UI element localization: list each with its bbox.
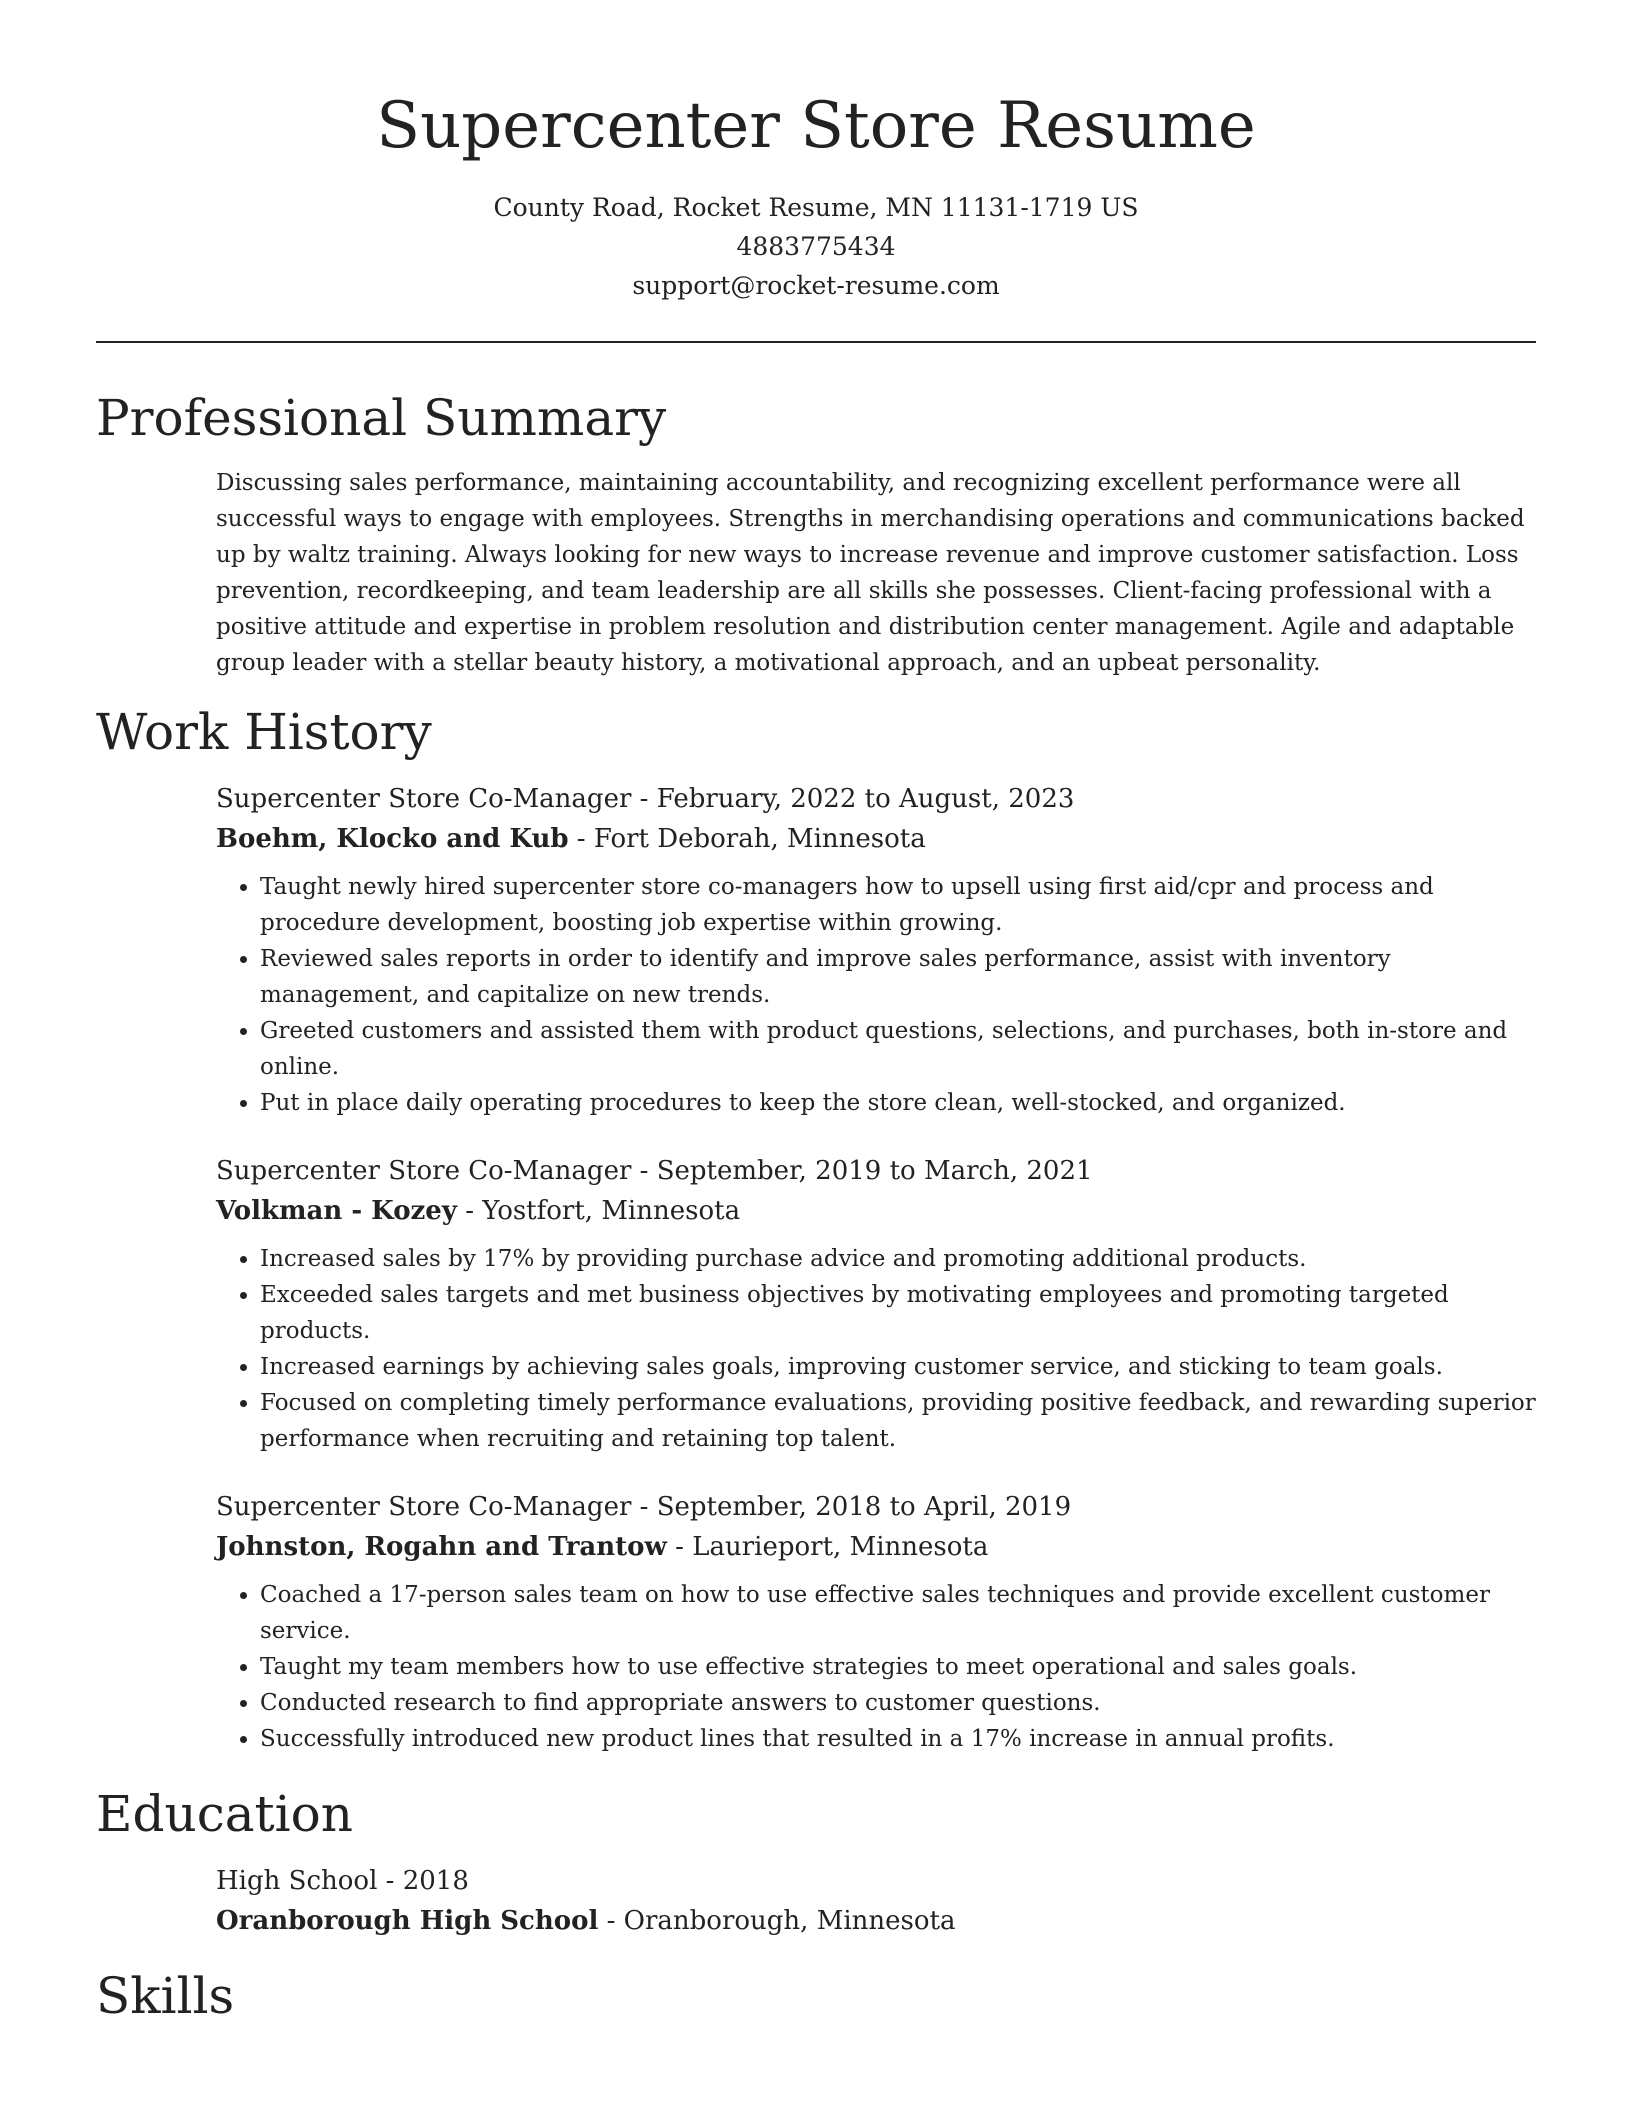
skills-heading: Skills [96,1967,235,2025]
job-duties [216,1241,1536,1457]
contact-address: County Road, Rocket Resume, MN 11131-1719 US [493,193,1139,222]
resume-page [96,0,1536,2029]
job-duties [216,869,1536,1121]
education-heading: Education [96,1785,353,1843]
contact-info [96,188,1536,305]
job-role: Supercenter Store Co-Manager [216,1492,632,1522]
duty-item: • Put in place daily operating procedures to keep the store clean, well-stocked, and organized. [260,1085,1536,1121]
job-entry [216,1151,1536,1457]
duty-item: • Reviewed sales reports in order to identify and improve sales performance, assist with inventory management, and capitalize on new trends. [260,941,1536,1013]
job-location: - Fort Deborah, Minnesota [568,824,926,854]
duty-item: • Increased earnings by achieving sales goals, improving customer service, and sticking to team goals. [260,1349,1536,1385]
job-company-line [216,1527,1536,1567]
work-history-section [96,699,1536,1757]
resume-title: Supercenter Store Resume [376,89,1256,163]
education-degree: High School [216,1866,378,1896]
duty-item: • Increased sales by 17% by providing purchase advice and promoting additional products. [260,1241,1536,1277]
education-school: Oranborough High School [216,1906,599,1936]
job-dates: - September, 2018 to April, 2019 [631,1492,1072,1522]
duty-item: • Greeted customers and assisted them with product questions, selections, and purchases, both in-store and online. [260,1013,1536,1085]
education-school-line [216,1901,1536,1941]
work-history-heading: Work History [96,703,432,761]
summary-text: Discussing sales performance, maintaining accountability, and recognizing excellent performance were all successful ways to engage with employees. Strengths in merchandising operations and communications backed up by waltz training. Always looking for new ways to increase revenue and improve customer satisfaction. Loss prevention, recordkeeping, and team leadership are all skills she possesses. Client-facing professional with a positive attitude and expertise in problem resolution and distribution center management. Agile and adaptable group leader with a stellar beauty history, a motivational approach, and an upbeat personality. [216,470,1525,676]
job-title-line [216,1487,1536,1527]
duty-item: • Coached a 17-person sales team on how to use effective sales techniques and provide excellent customer service. [260,1577,1536,1649]
job-title-line [216,779,1536,819]
summary-heading: Professional Summary [96,389,667,447]
education-location: - Oranborough, Minnesota [598,1906,956,1936]
job-role: Supercenter Store Co-Manager [216,784,632,814]
job-dates: - September, 2019 to March, 2021 [631,1156,1093,1186]
contact-phone: 4883775434 [736,232,896,261]
skills-section [96,1963,1536,2029]
education-degree-line [216,1861,1536,1901]
job-company-line [216,1191,1536,1231]
job-title-line [216,1151,1536,1191]
summary-section [96,385,1536,681]
education-section [96,1781,1536,1941]
job-role: Supercenter Store Co-Manager [216,1156,632,1186]
job-dates: - February, 2022 to August, 2023 [631,784,1075,814]
job-entry [216,779,1536,1121]
job-company-line [216,819,1536,859]
duty-item: • Taught my team members how to use effective strategies to meet operational and sales goals. [260,1649,1536,1685]
education-year: - 2018 [377,1866,469,1896]
job-duties [216,1577,1536,1757]
duty-item: • Successfully introduced new product lines that resulted in a 17% increase in annual profits. [260,1721,1536,1757]
header-divider [96,341,1536,343]
job-company: Volkman - Kozey [216,1196,457,1226]
resume-header [96,0,1536,305]
education-entry [216,1861,1536,1941]
duty-item: • Focused on completing timely performance evaluations, providing positive feedback, and rewarding superior performance when recruiting and retaining top talent. [260,1385,1536,1457]
duty-item: • Taught newly hired supercenter store co-managers how to upsell using first aid/cpr and process and procedure development, boosting job expertise within growing. [260,869,1536,941]
job-location: - Laurieport, Minnesota [666,1532,989,1562]
contact-email: support@rocket-resume.com [632,271,1000,300]
duty-item: • Exceeded sales targets and met business objectives by motivating employees and promoting targeted products. [260,1277,1536,1349]
job-location: - Yostfort, Minnesota [456,1196,741,1226]
job-company: Boehm, Klocko and Kub [216,824,569,854]
duty-item: • Conducted research to find appropriate answers to customer questions. [260,1685,1536,1721]
job-company: Johnston, Rogahn and Trantow [216,1532,667,1562]
job-entry [216,1487,1536,1757]
